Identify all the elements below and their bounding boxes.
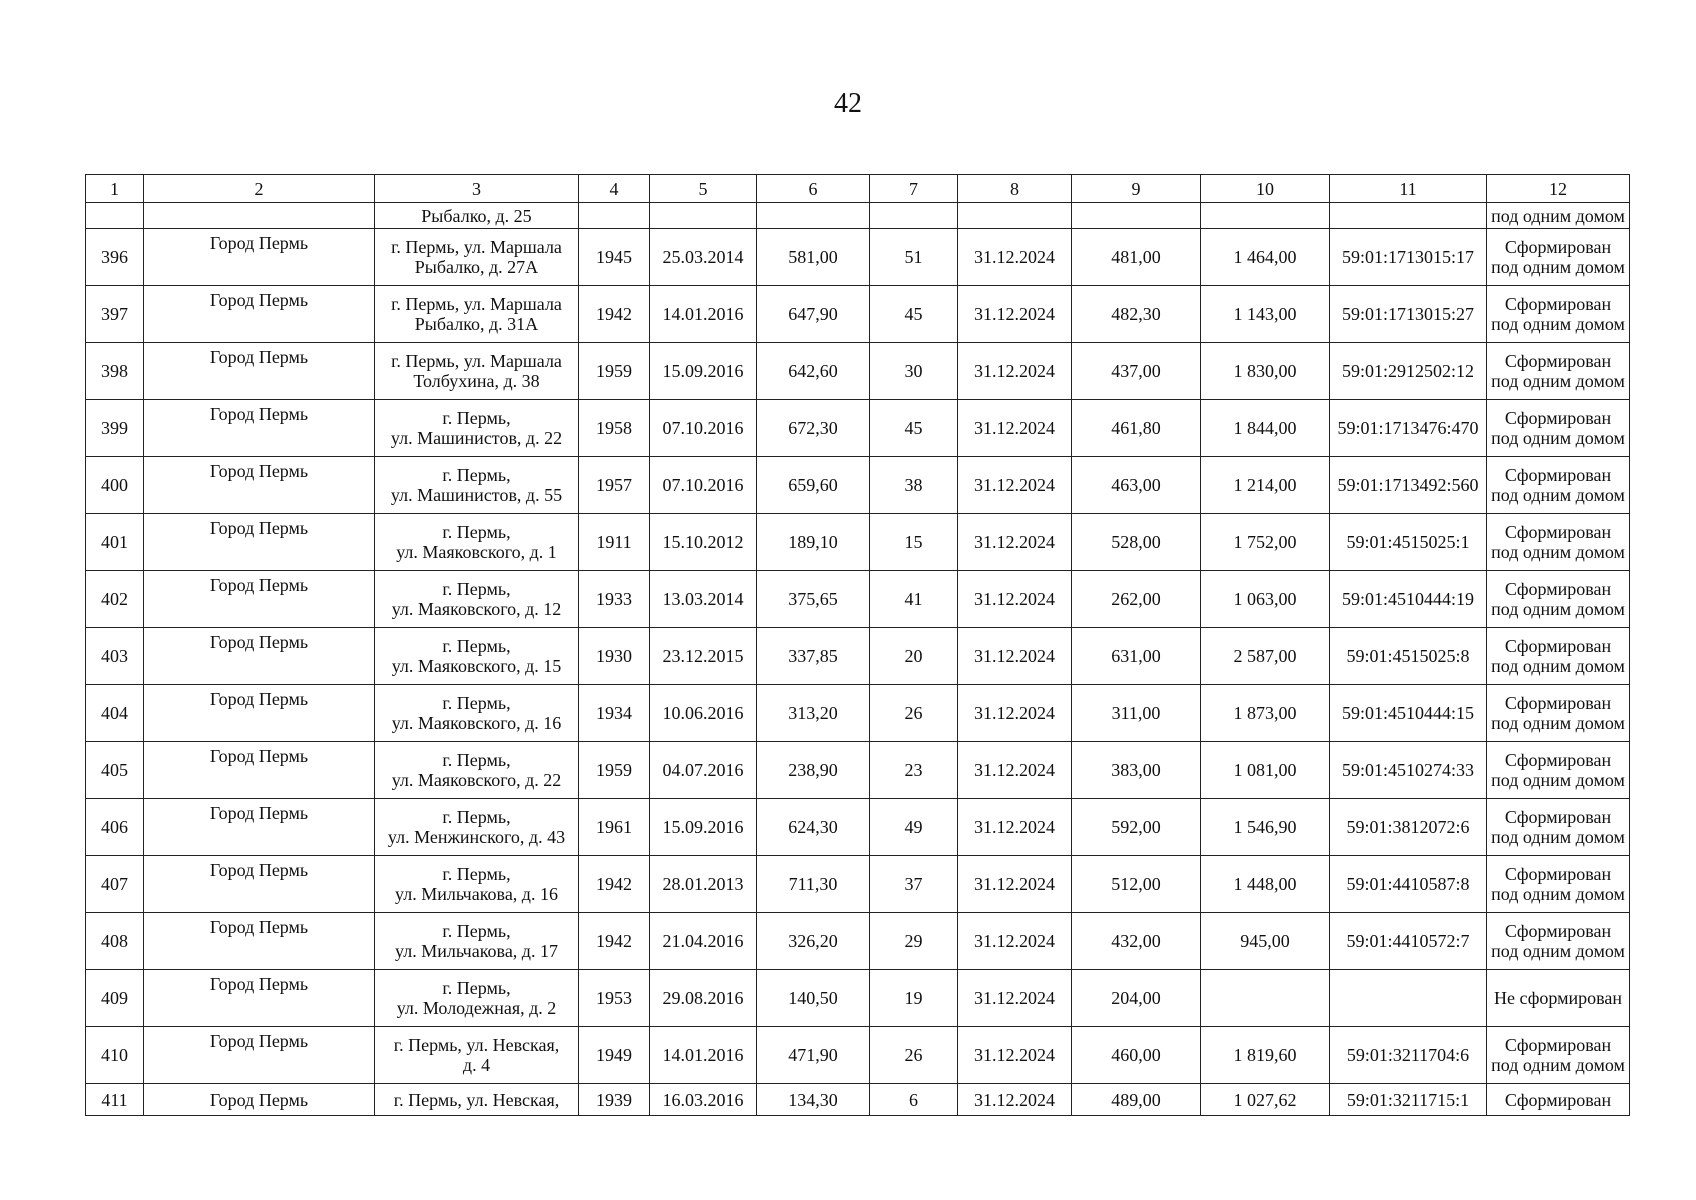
cell-area-3: 2 587,00 <box>1201 628 1330 685</box>
table-row <box>86 286 1630 343</box>
cell-area: 134,30 <box>757 1084 870 1116</box>
cell-area: 375,65 <box>757 571 870 628</box>
cell-area-2: 481,00 <box>1072 229 1201 286</box>
table-row <box>86 799 1630 856</box>
cell-number: 400 <box>86 457 144 514</box>
cell-status <box>1487 514 1630 571</box>
cell-year: 1934 <box>579 685 650 742</box>
cell-area-2: 432,00 <box>1072 913 1201 970</box>
cell-count: 49 <box>870 799 958 856</box>
cell-deadline: 31.12.2024 <box>958 457 1072 514</box>
cell-cadastral: 59:01:4510274:33 <box>1330 742 1487 799</box>
cell-address-line-2: Рыбалко, д. 27А <box>414 257 539 277</box>
cell-date: 15.10.2012 <box>650 514 757 571</box>
cell-address: г. Пермь, ул. Невская, <box>375 1084 579 1116</box>
cell-deadline: 31.12.2024 <box>958 742 1072 799</box>
cell-count: 45 <box>870 286 958 343</box>
cell-area-2: 262,00 <box>1072 571 1201 628</box>
cell-cadastral: 59:01:1713476:470 <box>1330 400 1487 457</box>
table-row <box>86 1084 1630 1116</box>
cell-year: 1959 <box>579 742 650 799</box>
cell-deadline: 31.12.2024 <box>958 286 1072 343</box>
cell-status <box>1487 400 1630 457</box>
cell-cadastral: 59:01:2912502:12 <box>1330 343 1487 400</box>
cell-area-3: 1 844,00 <box>1201 400 1330 457</box>
cell-status-line-2: под одним домом <box>1491 314 1625 334</box>
column-header: 10 <box>1201 175 1330 203</box>
cell-municipality: Город Пермь <box>144 400 375 457</box>
column-header: 11 <box>1330 175 1487 203</box>
cell-status-line-1: Сформирован <box>1504 1035 1612 1055</box>
cell-deadline: 31.12.2024 <box>958 514 1072 571</box>
cell-date: 07.10.2016 <box>650 400 757 457</box>
cell-area-2: 383,00 <box>1072 742 1201 799</box>
column-header: 8 <box>958 175 1072 203</box>
cell-area: 471,90 <box>757 1027 870 1084</box>
cell-status-line-2: под одним домом <box>1491 428 1625 448</box>
cell-address <box>375 913 579 970</box>
cell-deadline: 31.12.2024 <box>958 913 1072 970</box>
table-row <box>86 571 1630 628</box>
housing-registry-table <box>85 174 1630 1116</box>
cell-address-line-1: г. Пермь, <box>442 807 511 827</box>
cell-cadastral: 59:01:4515025:8 <box>1330 628 1487 685</box>
cell-cadastral: 59:01:4410572:7 <box>1330 913 1487 970</box>
table-row <box>86 628 1630 685</box>
column-header: 7 <box>870 175 958 203</box>
cell-area-2: 311,00 <box>1072 685 1201 742</box>
cell-empty <box>86 203 144 229</box>
cell-municipality: Город Пермь <box>144 514 375 571</box>
cell-empty <box>1072 203 1201 229</box>
table-row <box>86 685 1630 742</box>
cell-deadline: 31.12.2024 <box>958 1084 1072 1116</box>
cell-number: 411 <box>86 1084 144 1116</box>
cell-area: 140,50 <box>757 970 870 1027</box>
cell-area-3: 1 063,00 <box>1201 571 1330 628</box>
cell-count: 6 <box>870 1084 958 1116</box>
column-header: 9 <box>1072 175 1201 203</box>
cell-number: 406 <box>86 799 144 856</box>
cell-address-line-2: д. 4 <box>462 1055 491 1075</box>
cell-count: 30 <box>870 343 958 400</box>
cell-count: 23 <box>870 742 958 799</box>
table-row <box>86 970 1630 1027</box>
cell-cadastral: 59:01:3211715:1 <box>1330 1084 1487 1116</box>
cell-area-3: 945,00 <box>1201 913 1330 970</box>
table-row <box>86 742 1630 799</box>
cell-address-line-1: г. Пермь, <box>442 693 511 713</box>
cell-address <box>375 856 579 913</box>
cell-municipality: Город Пермь <box>144 457 375 514</box>
cell-year: 1942 <box>579 856 650 913</box>
cell-municipality: Город Пермь <box>144 970 375 1027</box>
cell-status <box>1487 913 1630 970</box>
cell-number: 405 <box>86 742 144 799</box>
cell-address-line-1: г. Пермь, <box>442 408 511 428</box>
cell-count: 15 <box>870 514 958 571</box>
cell-status-line-2: под одним домом <box>1491 827 1625 847</box>
cell-status-line-1: Сформирован <box>1504 807 1612 827</box>
cell-area-3: 1 752,00 <box>1201 514 1330 571</box>
cell-address <box>375 400 579 457</box>
cell-area-3: 1 830,00 <box>1201 343 1330 400</box>
cell-address <box>375 514 579 571</box>
cell-status-line-2: под одним домом <box>1491 542 1625 562</box>
cell-area-2: 463,00 <box>1072 457 1201 514</box>
cell-municipality: Город Пермь <box>144 1027 375 1084</box>
cell-area-3: 1 143,00 <box>1201 286 1330 343</box>
cell-status <box>1487 229 1630 286</box>
cell-address-line-1: г. Пермь, <box>442 750 511 770</box>
cell-empty <box>1201 203 1330 229</box>
table-row <box>86 913 1630 970</box>
cell-date: 14.01.2016 <box>650 1027 757 1084</box>
cell-cadastral <box>1330 970 1487 1027</box>
cell-area-3: 1 873,00 <box>1201 685 1330 742</box>
cell-area: 238,90 <box>757 742 870 799</box>
cell-area-2: 460,00 <box>1072 1027 1201 1084</box>
cell-address <box>375 1027 579 1084</box>
cell-count: 41 <box>870 571 958 628</box>
cell-status <box>1487 799 1630 856</box>
cell-empty <box>650 203 757 229</box>
cell-address-line-1: г. Пермь, <box>442 522 511 542</box>
cell-address <box>375 970 579 1027</box>
cell-area-2: 631,00 <box>1072 628 1201 685</box>
cell-municipality: Город Пермь <box>144 286 375 343</box>
cell-cadastral: 59:01:4510444:15 <box>1330 685 1487 742</box>
cell-status <box>1487 685 1630 742</box>
cell-status-line-2: под одним домом <box>1491 713 1625 733</box>
cell-address-line-1: г. Пермь, <box>442 636 511 656</box>
cell-date: 13.03.2014 <box>650 571 757 628</box>
cell-year: 1942 <box>579 913 650 970</box>
table-row <box>86 400 1630 457</box>
cell-status-line-2: под одним домом <box>1491 257 1625 277</box>
cell-status <box>1487 856 1630 913</box>
cell-address <box>375 457 579 514</box>
cell-address-line-1: г. Пермь, <box>442 465 511 485</box>
cell-area: 711,30 <box>757 856 870 913</box>
cell-deadline: 31.12.2024 <box>958 1027 1072 1084</box>
cell-address-line-2: ул. Мильчакова, д. 17 <box>395 941 558 961</box>
cell-municipality: Город Пермь <box>144 229 375 286</box>
cell-address-line-1: г. Пермь, <box>442 579 511 599</box>
cell-status-line-2: под одним домом <box>1491 770 1625 790</box>
cell-area: 647,90 <box>757 286 870 343</box>
cell-cadastral: 59:01:4515025:1 <box>1330 514 1487 571</box>
cell-date: 15.09.2016 <box>650 343 757 400</box>
cell-address-line-2: ул. Маяковского, д. 16 <box>391 713 562 733</box>
cell-area-2: 204,00 <box>1072 970 1201 1027</box>
cell-address-line-2: ул. Мильчакова, д. 16 <box>395 884 558 904</box>
cell-number: 403 <box>86 628 144 685</box>
table-row <box>86 514 1630 571</box>
cell-status-line-2: под одним домом <box>1491 941 1625 961</box>
cell-address-line-2: ул. Менжинского, д. 43 <box>387 827 566 847</box>
cell-count: 51 <box>870 229 958 286</box>
cell-empty <box>870 203 958 229</box>
cell-empty <box>958 203 1072 229</box>
cell-status-line-2: под одним домом <box>1491 656 1625 676</box>
cell-year: 1957 <box>579 457 650 514</box>
cell-area-3: 1 448,00 <box>1201 856 1330 913</box>
cell-deadline: 31.12.2024 <box>958 856 1072 913</box>
cell-address <box>375 229 579 286</box>
column-header: 6 <box>757 175 870 203</box>
cell-municipality: Город Пермь <box>144 913 375 970</box>
cell-year: 1959 <box>579 343 650 400</box>
cell-status-line-1: Сформирован <box>1504 408 1612 428</box>
cell-cadastral: 59:01:3812072:6 <box>1330 799 1487 856</box>
cell-address-line-2: ул. Маяковского, д. 1 <box>396 542 557 562</box>
cell-cadastral: 59:01:4510444:19 <box>1330 571 1487 628</box>
cell-address-line-1: г. Пермь, <box>442 864 511 884</box>
cell-year: 1953 <box>579 970 650 1027</box>
cell-empty <box>757 203 870 229</box>
cell-area: 326,20 <box>757 913 870 970</box>
cell-status <box>1487 457 1630 514</box>
cell-status: Сформирован <box>1487 1084 1630 1116</box>
cell-area-3: 1 819,60 <box>1201 1027 1330 1084</box>
cell-status-line-1: Сформирован <box>1504 693 1612 713</box>
cell-number: 402 <box>86 571 144 628</box>
cell-cadastral: 59:01:1713015:27 <box>1330 286 1487 343</box>
cell-address-line-2: ул. Машинистов, д. 55 <box>390 485 563 505</box>
cell-address-line-2: Рыбалко, д. 31А <box>414 314 539 334</box>
column-header: 4 <box>579 175 650 203</box>
cell-count: 38 <box>870 457 958 514</box>
cell-address-line-1: г. Пермь, ул. Невская, <box>393 1035 560 1055</box>
cell-deadline: 31.12.2024 <box>958 799 1072 856</box>
cell-count: 37 <box>870 856 958 913</box>
cell-deadline: 31.12.2024 <box>958 343 1072 400</box>
cell-status-line-2: под одним домом <box>1491 884 1625 904</box>
cell-municipality: Город Пермь <box>144 856 375 913</box>
cell-status <box>1487 571 1630 628</box>
cell-area: 313,20 <box>757 685 870 742</box>
cell-date: 16.03.2016 <box>650 1084 757 1116</box>
cell-area-2: 461,80 <box>1072 400 1201 457</box>
cell-address <box>375 571 579 628</box>
cell-area-2: 512,00 <box>1072 856 1201 913</box>
cell-municipality: Город Пермь <box>144 799 375 856</box>
cell-status-line-2: под одним домом <box>1491 599 1625 619</box>
cell-date: 15.09.2016 <box>650 799 757 856</box>
cell-municipality: Город Пермь <box>144 571 375 628</box>
cell-status-line-1: Сформирован <box>1504 237 1612 257</box>
cell-empty <box>579 203 650 229</box>
cell-address-line-1: г. Пермь, <box>442 978 511 998</box>
cell-date: 04.07.2016 <box>650 742 757 799</box>
cell-deadline: 31.12.2024 <box>958 970 1072 1027</box>
cell-status-line-1: Сформирован <box>1504 351 1612 371</box>
cell-area-2: 592,00 <box>1072 799 1201 856</box>
cell-address-line-2: ул. Маяковского, д. 22 <box>391 770 562 790</box>
cell-year: 1930 <box>579 628 650 685</box>
cell-municipality: Город Пермь <box>144 742 375 799</box>
cell-area: 659,60 <box>757 457 870 514</box>
cell-area: 189,10 <box>757 514 870 571</box>
cell-status <box>1487 628 1630 685</box>
cell-address <box>375 286 579 343</box>
cell-address-line-2: ул. Маяковского, д. 15 <box>391 656 562 676</box>
column-header: 5 <box>650 175 757 203</box>
cell-status <box>1487 742 1630 799</box>
cell-number: 401 <box>86 514 144 571</box>
cell-address-line-1: г. Пермь, ул. Маршала <box>391 351 562 371</box>
cell-deadline: 31.12.2024 <box>958 628 1072 685</box>
cell-status: под одним домом <box>1487 203 1630 229</box>
cell-area-2: 489,00 <box>1072 1084 1201 1116</box>
table-row <box>86 856 1630 913</box>
cell-municipality: Город Пермь <box>144 685 375 742</box>
cell-area-3: 1 027,62 <box>1201 1084 1330 1116</box>
cell-status <box>1487 286 1630 343</box>
table-row <box>86 343 1630 400</box>
table-row <box>86 229 1630 286</box>
cell-date: 21.04.2016 <box>650 913 757 970</box>
table-row <box>86 1027 1630 1084</box>
cell-number: 397 <box>86 286 144 343</box>
cell-year: 1961 <box>579 799 650 856</box>
table-header-row <box>86 175 1630 203</box>
cell-number: 410 <box>86 1027 144 1084</box>
cell-area: 672,30 <box>757 400 870 457</box>
cell-deadline: 31.12.2024 <box>958 229 1072 286</box>
cell-address <box>375 799 579 856</box>
table-row <box>86 457 1630 514</box>
cell-number: 399 <box>86 400 144 457</box>
cell-status-line-1: Сформирован <box>1504 864 1612 884</box>
cell-number: 404 <box>86 685 144 742</box>
continuation-row <box>86 203 1630 229</box>
cell-year: 1949 <box>579 1027 650 1084</box>
cell-date: 14.01.2016 <box>650 286 757 343</box>
cell-area-3: 1 464,00 <box>1201 229 1330 286</box>
cell-cadastral: 59:01:1713015:17 <box>1330 229 1487 286</box>
cell-number: 409 <box>86 970 144 1027</box>
cell-municipality: Город Пермь <box>144 1084 375 1116</box>
cell-area-2: 437,00 <box>1072 343 1201 400</box>
cell-cadastral: 59:01:1713492:560 <box>1330 457 1487 514</box>
cell-count: 29 <box>870 913 958 970</box>
cell-status <box>1487 343 1630 400</box>
cell-area-2: 528,00 <box>1072 514 1201 571</box>
cell-deadline: 31.12.2024 <box>958 571 1072 628</box>
cell-status-line-1: Сформирован <box>1504 636 1612 656</box>
cell-count: 26 <box>870 1027 958 1084</box>
cell-count: 19 <box>870 970 958 1027</box>
cell-deadline: 31.12.2024 <box>958 400 1072 457</box>
cell-address <box>375 628 579 685</box>
cell-year: 1958 <box>579 400 650 457</box>
cell-deadline: 31.12.2024 <box>958 685 1072 742</box>
cell-address <box>375 742 579 799</box>
cell-address-line-2: ул. Молодежная, д. 2 <box>396 998 557 1018</box>
column-header: 3 <box>375 175 579 203</box>
cell-year: 1911 <box>579 514 650 571</box>
column-header: 2 <box>144 175 375 203</box>
cell-year: 1939 <box>579 1084 650 1116</box>
cell-count: 45 <box>870 400 958 457</box>
cell-status-line-2: под одним домом <box>1491 485 1625 505</box>
cell-area-2: 482,30 <box>1072 286 1201 343</box>
cell-area: 581,00 <box>757 229 870 286</box>
cell-address-line-2: ул. Машинистов, д. 22 <box>390 428 563 448</box>
cell-count: 20 <box>870 628 958 685</box>
cell-area-3 <box>1201 970 1330 1027</box>
cell-municipality: Город Пермь <box>144 628 375 685</box>
cell-date: 07.10.2016 <box>650 457 757 514</box>
cell-number: 398 <box>86 343 144 400</box>
cell-address <box>375 343 579 400</box>
cell-status-line-1: Сформирован <box>1504 579 1612 599</box>
cell-date: 28.01.2013 <box>650 856 757 913</box>
cell-year: 1942 <box>579 286 650 343</box>
cell-area: 624,30 <box>757 799 870 856</box>
cell-area-3: 1 546,90 <box>1201 799 1330 856</box>
cell-cadastral: 59:01:3211704:6 <box>1330 1027 1487 1084</box>
cell-status <box>1487 970 1630 1027</box>
page-number: 42 <box>834 88 862 119</box>
cell-status-line-1: Сформирован <box>1504 294 1612 314</box>
cell-status <box>1487 1027 1630 1084</box>
cell-empty <box>144 203 375 229</box>
cell-address-line-1: г. Пермь, <box>442 921 511 941</box>
cell-address-line-2: ул. Маяковского, д. 12 <box>391 599 562 619</box>
cell-status-line-1: Сформирован <box>1504 465 1612 485</box>
cell-address <box>375 685 579 742</box>
cell-date: 10.06.2016 <box>650 685 757 742</box>
cell-address-line-1: г. Пермь, ул. Маршала <box>391 294 562 314</box>
cell-number: 408 <box>86 913 144 970</box>
cell-count: 26 <box>870 685 958 742</box>
cell-status-line-1: Сформирован <box>1504 522 1612 542</box>
cell-area: 642,60 <box>757 343 870 400</box>
cell-empty <box>1330 203 1487 229</box>
cell-address: Рыбалко, д. 25 <box>375 203 579 229</box>
cell-address-line-1: г. Пермь, ул. Маршала <box>391 237 562 257</box>
cell-year: 1945 <box>579 229 650 286</box>
cell-number: 396 <box>86 229 144 286</box>
cell-status-line-2: под одним домом <box>1491 1055 1625 1075</box>
cell-area-3: 1 081,00 <box>1201 742 1330 799</box>
cell-number: 407 <box>86 856 144 913</box>
cell-status-line-1: Сформирован <box>1504 750 1612 770</box>
cell-status-line-2: под одним домом <box>1491 371 1625 391</box>
column-header: 1 <box>86 175 144 203</box>
cell-year: 1933 <box>579 571 650 628</box>
cell-cadastral: 59:01:4410587:8 <box>1330 856 1487 913</box>
cell-area: 337,85 <box>757 628 870 685</box>
cell-status-line-1: Сформирован <box>1504 921 1612 941</box>
cell-address-line-2: Толбухина, д. 38 <box>413 371 540 391</box>
cell-date: 25.03.2014 <box>650 229 757 286</box>
cell-municipality: Город Пермь <box>144 343 375 400</box>
cell-date: 29.08.2016 <box>650 970 757 1027</box>
column-header: 12 <box>1487 175 1630 203</box>
cell-area-3: 1 214,00 <box>1201 457 1330 514</box>
cell-date: 23.12.2015 <box>650 628 757 685</box>
cell-status-line-1: Не сформирован <box>1494 988 1622 1008</box>
